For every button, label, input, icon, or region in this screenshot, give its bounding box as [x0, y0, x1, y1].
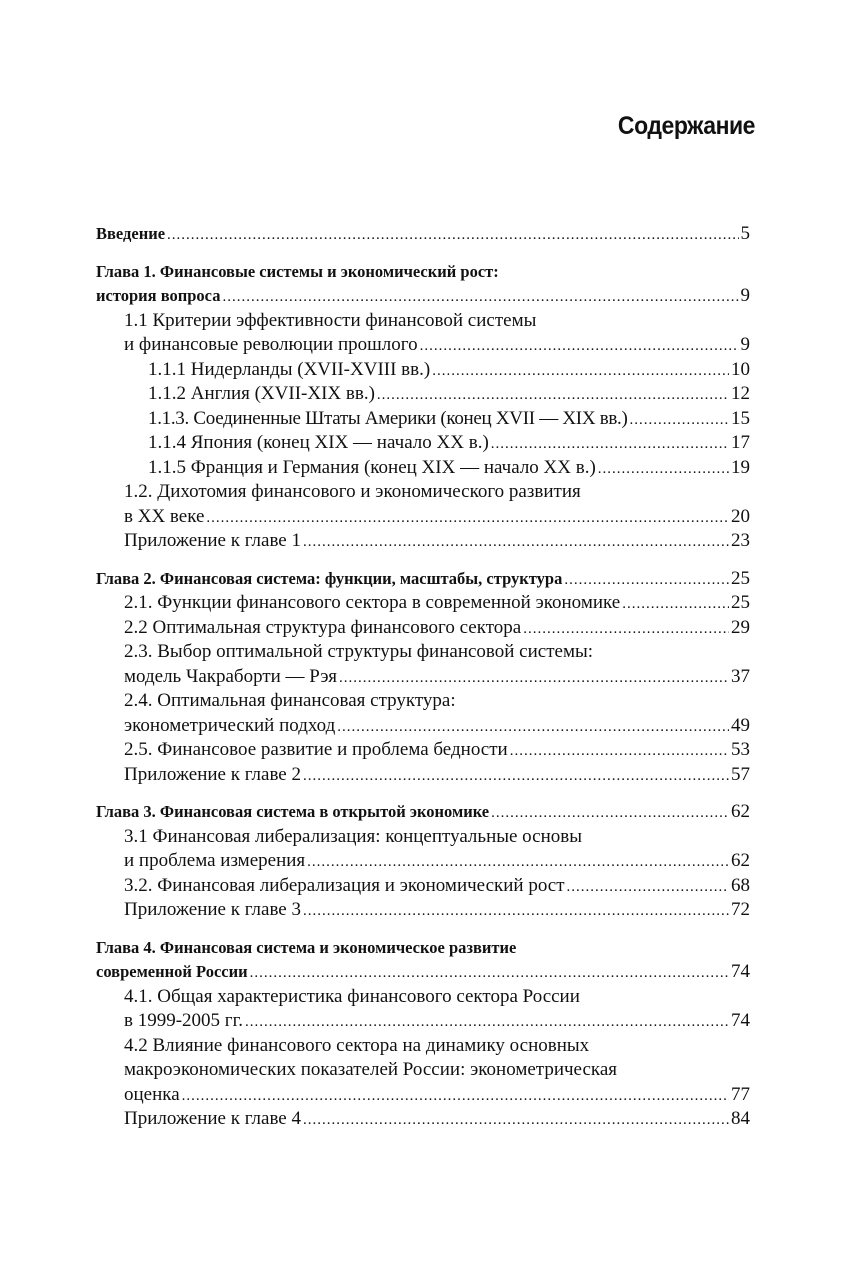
toc-entry-section-1-2-line-2[interactable] — [96, 505, 750, 530]
toc-page-number: 25 — [731, 567, 750, 589]
toc-entry-text: 4.1. Общая характеристика финансового сектора России — [124, 985, 580, 1007]
toc-page-number: 23 — [731, 530, 750, 551]
dot-leader — [167, 223, 738, 248]
dot-leader — [432, 359, 729, 384]
toc-page-number: 74 — [731, 961, 750, 982]
toc-page-number: 62 — [731, 801, 750, 822]
toc-entry-section-1-1-3[interactable] — [96, 407, 750, 432]
toc-entry-section-2-5[interactable] — [96, 738, 750, 763]
dot-leader — [622, 592, 729, 617]
dot-leader — [245, 1010, 729, 1035]
dot-leader — [303, 1108, 729, 1133]
toc-entry-section-3-1-line-1[interactable] — [96, 825, 750, 850]
toc-entry-text: 3.2. Финансовая либерализация и экономический рост — [124, 874, 565, 896]
toc-page-number: 53 — [731, 739, 750, 760]
page-title: Содержание — [617, 112, 755, 140]
dot-leader — [337, 715, 729, 740]
dot-leader — [206, 506, 729, 531]
toc-page-number: 15 — [731, 407, 750, 429]
toc-entry-text: 1.1.3. Соединенные Штаты Америки (конец XVII — XIX вв.) — [148, 407, 628, 429]
toc-page-number: 19 — [731, 456, 750, 478]
toc-entry-text: 1.1.1 Нидерланды (XVII-XVIII вв.) — [148, 358, 431, 380]
toc-entry-text: Введение — [96, 224, 166, 243]
toc-entry-text: 1.1.2 Англия (XVII-XIX вв.) — [148, 383, 375, 404]
dot-leader — [491, 801, 729, 826]
toc-entry-text: современной России — [96, 962, 248, 981]
toc-entry-section-4-2-line-1[interactable] — [96, 1034, 750, 1059]
toc-page-number: 25 — [731, 592, 750, 613]
toc-entry-chapter-1-line-2[interactable] — [96, 284, 750, 309]
toc-entry-section-3-2[interactable] — [96, 874, 750, 899]
toc-entry-section-4-1-line-1[interactable] — [96, 985, 750, 1010]
toc-entry-text: 2.5. Финансовое развитие и проблема бедности — [124, 739, 508, 760]
toc-entry-chapter-4-line-1[interactable] — [96, 936, 750, 961]
toc-entry-section-4-2-line-2[interactable] — [96, 1058, 750, 1083]
toc-entry-text: 4.2 Влияние финансового сектора на динамику основных — [124, 1034, 590, 1056]
dot-leader — [598, 457, 729, 482]
toc-entry-section-1-1-line-2[interactable] — [96, 333, 750, 358]
toc-page-number: 29 — [731, 616, 750, 638]
dot-leader — [222, 285, 738, 310]
dot-leader — [377, 383, 729, 408]
toc-page-number: 62 — [731, 850, 750, 871]
dot-leader — [303, 764, 729, 789]
toc-entry-text: в XX веке — [124, 505, 205, 527]
toc-entry-text: макроэкономических показателей России: эконометрическая — [124, 1059, 618, 1080]
dot-leader — [307, 850, 729, 875]
toc-page-number: 49 — [731, 714, 750, 736]
toc-entry-text: Приложение к главе 1 — [124, 530, 301, 551]
toc-page-number: 20 — [731, 505, 750, 527]
toc-entry-section-1-1-1[interactable] — [96, 358, 750, 383]
dot-leader — [491, 432, 729, 457]
toc-entry-section-1-1-2[interactable] — [96, 382, 750, 407]
toc-entry-appendix-2[interactable] — [96, 763, 750, 788]
toc-entry-text: 3.1 Финансовая либерализация: концептуальные основы — [124, 825, 582, 847]
toc-page-number: 10 — [731, 358, 750, 380]
dot-leader — [510, 739, 729, 764]
toc-entry-chapter-2[interactable] — [96, 567, 750, 592]
toc-entry-appendix-3[interactable] — [96, 898, 750, 923]
dot-leader — [182, 1084, 729, 1109]
toc-entry-text: и проблема измерения — [124, 850, 306, 871]
toc-entry-appendix-4[interactable] — [96, 1107, 750, 1132]
toc-entry-section-2-2[interactable] — [96, 616, 750, 641]
toc-entry-text: 1.1 Критерии эффективности финансовой системы — [124, 309, 537, 331]
toc-page-number: 9 — [740, 285, 750, 306]
toc-page-number: 57 — [731, 763, 750, 785]
toc-entry-chapter-1-line-1[interactable] — [96, 260, 750, 285]
toc-page-number: 68 — [731, 874, 750, 896]
toc-entry-section-1-2-line-1[interactable] — [96, 480, 750, 505]
toc-page-number: 12 — [731, 383, 750, 404]
toc-page-number: 9 — [740, 334, 750, 355]
toc-entry-section-2-3-line-2[interactable] — [96, 665, 750, 690]
toc-page-number: 74 — [731, 1010, 750, 1031]
dot-leader — [250, 961, 729, 986]
toc-entry-section-2-4-line-2[interactable] — [96, 714, 750, 739]
toc-entry-section-2-4-line-1[interactable] — [96, 689, 750, 714]
toc-page-number: 84 — [731, 1108, 750, 1129]
toc-entry-text: Глава 3. Финансовая система в открытой экономике — [96, 802, 490, 821]
dot-leader — [420, 334, 739, 359]
toc-entry-chapter-3[interactable] — [96, 800, 750, 825]
toc-entry-text: Приложение к главе 4 — [124, 1108, 301, 1129]
dot-leader — [630, 408, 729, 433]
toc-entry-appendix-1[interactable] — [96, 529, 750, 554]
dot-leader — [303, 899, 729, 924]
toc-page-number: 5 — [740, 223, 750, 244]
toc-entry-section-1-1-4[interactable] — [96, 431, 750, 456]
toc-page-number: 37 — [731, 665, 750, 687]
toc-entry-section-3-1-line-2[interactable] — [96, 849, 750, 874]
toc-entry-section-4-2-line-3[interactable] — [96, 1083, 750, 1108]
toc-entry-text: модель Чакраборти — Рэя — [124, 665, 337, 687]
toc-page-number: 77 — [731, 1083, 750, 1105]
toc-entry-text: Глава 1. Финансовые системы и экономический рост: — [96, 261, 499, 281]
dot-leader — [564, 568, 729, 593]
toc-entry-text: эконометрический подход — [124, 714, 336, 736]
toc-entry-text: Глава 2. Финансовая система: функции, масштабы, структура — [96, 568, 563, 588]
toc-page-number: 72 — [731, 899, 750, 920]
toc-entry-text: 1.1.5 Франция и Германия (конец XIX — начало XX в.) — [148, 456, 596, 478]
toc-entry-text: 2.3. Выбор оптимальной структуры финансовой системы: — [124, 641, 594, 662]
toc-entry-text: 1.2. Дихотомия финансового и экономического развития — [124, 481, 581, 502]
dot-leader — [523, 617, 729, 642]
toc-entry-text: 2.4. Оптимальная финансовая структура: — [124, 690, 456, 711]
toc-entry-text: оценка — [124, 1083, 180, 1105]
toc-entry-text: история вопроса — [96, 286, 221, 305]
toc-entry-text: 1.1.4 Япония (конец XIX — начало XX в.) — [148, 432, 489, 453]
toc-entry-text: 2.1. Функции финансового сектора в современной экономике — [124, 592, 621, 613]
dot-leader — [303, 530, 729, 555]
dot-leader — [339, 666, 729, 691]
dot-leader — [567, 875, 729, 900]
toc-entry-section-1-1-5[interactable] — [96, 456, 750, 481]
toc-entry-text: Приложение к главе 3 — [124, 899, 301, 920]
toc-entry-text: 2.2 Оптимальная структура финансового сектора — [124, 616, 522, 638]
toc-entry-text: Глава 4. Финансовая система и экономическое развитие — [96, 937, 517, 957]
toc-entry-section-2-1[interactable] — [96, 591, 750, 616]
toc-entry-section-2-3-line-1[interactable] — [96, 640, 750, 665]
toc-page-number: 17 — [731, 432, 750, 453]
toc-entry-chapter-4-line-2[interactable] — [96, 960, 750, 985]
table-of-contents — [96, 222, 750, 1132]
toc-entry-text: Приложение к главе 2 — [124, 763, 301, 785]
toc-entry-section-4-1-line-2[interactable] — [96, 1009, 750, 1034]
toc-entry-intro[interactable] — [96, 222, 750, 247]
toc-entry-text: в 1999-2005 гг. — [124, 1010, 243, 1031]
toc-entry-section-1-1-line-1[interactable] — [96, 309, 750, 334]
toc-entry-text: и финансовые революции прошлого — [124, 334, 418, 355]
